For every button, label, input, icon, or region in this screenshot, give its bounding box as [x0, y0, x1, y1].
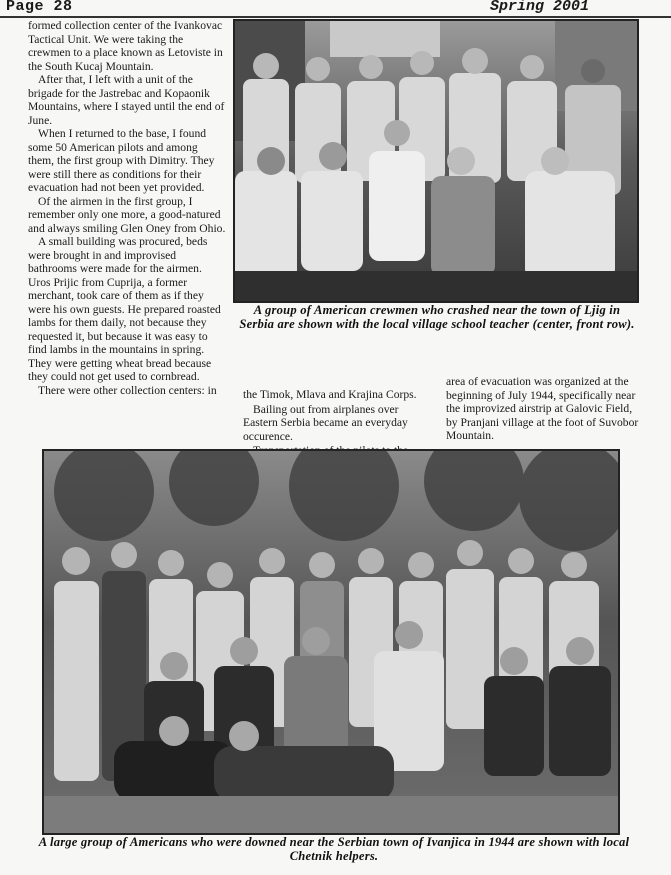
- paragraph: formed collection center of the Ivankovac Tactical Unit. We were taking the crewmen to a place known as Letoviste in the South Kucaj Mountain.: [28, 19, 223, 73]
- paragraph: Of the airmen in the first group, I remember only one more, a good-natured and always smiling Glen Oney from Ohio.: [28, 194, 226, 235]
- paragraph: A small building was procured, beds were brought in and improvised bathrooms were made for the airmen. Uros Prijic from Cuprija, a former merchant, took care of them as if they were his own guests. He prepared roasted lambs for them daily, not because they requested it, but because it was easy to find lambs in the mountains in spring. They were getting wheat bread because they could not get used to cornbread.: [28, 235, 221, 383]
- article-column-2: [243, 388, 430, 459]
- group-photo-ljig: [233, 19, 639, 303]
- group-photo-ivanjica: [42, 449, 620, 835]
- article-column-1: [28, 19, 226, 397]
- paragraph: When I returned to the base, I found some 50 American pilots and among them, the first group with Dimitry. They were still there as conditions for their evacuation had not been yet provided.: [28, 127, 215, 194]
- paragraph: There were other collection centers: in: [38, 383, 217, 397]
- issue-label: Spring 2001: [489, 0, 589, 15]
- photo-caption-top: A group of American crewmen who crashed near the town of Ljig in Serbia are shown with the local village school teacher (center, front row).: [239, 303, 635, 331]
- paragraph: area of evacuation was organized at the beginning of July 1944, specifically near the improvized airstrip at Galovic Field, by Pranjani village at the foot of Suvobor Mountain.: [446, 375, 639, 442]
- photo-illustration: [235, 21, 637, 301]
- paragraph: Bailing out from airplanes over Eastern Serbia became an everyday occurence.: [243, 402, 408, 443]
- paragraph: After that, I left with a unit of the brigade for the Jastrebac and Kopaonik Mountains, where I stayed until the end of June.: [28, 73, 225, 127]
- photo-illustration: [44, 451, 618, 833]
- photo-caption-bottom: A large group of Americans who were downed near the Serbian town of Ivanjica in 1944 are shown with local Chetnik helpers.: [38, 835, 630, 863]
- page-header: [0, 0, 671, 18]
- page-number: Page 28: [6, 0, 73, 15]
- article-column-3: [446, 375, 641, 444]
- paragraph: the Timok, Mlava and Krajina Corps.: [243, 388, 417, 401]
